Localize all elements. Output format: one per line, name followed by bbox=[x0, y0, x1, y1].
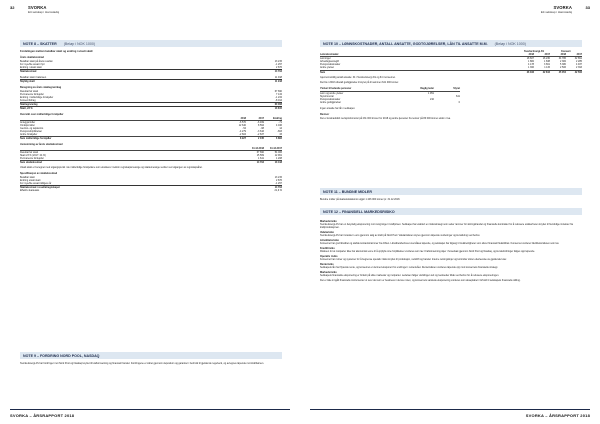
table-cell: -54 bbox=[242, 127, 246, 131]
table-cell: Lønninger bbox=[320, 57, 331, 61]
note11-header bbox=[320, 188, 582, 195]
table-row bbox=[320, 66, 582, 69]
block1-head: Årets skattekostnad bbox=[20, 56, 44, 60]
table-cell: 12 640 bbox=[238, 123, 246, 127]
header-cell: 2018 bbox=[528, 53, 534, 57]
table-cell: Anleggsmidler bbox=[20, 120, 36, 124]
table-cell: 8 594 bbox=[258, 123, 264, 127]
item-value: 21,9 % bbox=[274, 189, 282, 193]
table-cell: Andre godtgjørelser bbox=[320, 100, 341, 104]
risk-heading: Valutarisiko bbox=[320, 230, 335, 234]
brand-logo: SVORKA bbox=[553, 5, 572, 10]
table-cell: -71 bbox=[278, 120, 282, 124]
item-label: Skattekostnad i resultatregnskapet bbox=[20, 186, 60, 190]
risk-paragraph: Risikoen for at motparter ikke har økonomisk evne til å oppfylle sine forpliktelser vurderes som lav. Kraftomsetning skjer i hovedsak gjennom Nord Pool og Nasdaq, og kundefordringer følges opp løpende. bbox=[320, 250, 535, 253]
table-cell: 14 bbox=[279, 127, 282, 131]
table-cell: -6 499 bbox=[257, 120, 264, 124]
table-cell: 6 882 bbox=[276, 137, 282, 141]
note8-header bbox=[20, 40, 282, 47]
table-row bbox=[320, 101, 460, 104]
note10-title: NOTE 10 – LØNNSKOSTNADER, ANTALL ANSATTE, GODTGJØRELSER, LÅN TIL ANSATTE M.M. bbox=[323, 41, 488, 46]
note8-title: NOTE 8 – SKATTER bbox=[23, 41, 57, 46]
table-cell: 3 661 bbox=[544, 63, 550, 67]
table-cell: -4 279 bbox=[239, 130, 246, 134]
table-cell: Skatt 23 % (2017: 24 %) bbox=[20, 154, 46, 157]
item-value: -1 234 bbox=[275, 95, 282, 99]
table-cell: 54 006 bbox=[274, 150, 282, 154]
table-cell: -3 616 bbox=[257, 130, 264, 134]
table-cell bbox=[228, 157, 246, 160]
brand-subtitle: Ett selskap i Hamstadsj bbox=[540, 10, 572, 14]
item-value: 11 918 bbox=[274, 76, 282, 80]
item-label: Resultat før skatt bbox=[20, 89, 39, 93]
note8-body bbox=[20, 50, 282, 192]
item-label: Betalbar skatt bbox=[20, 175, 35, 179]
footer-text: SVORKA – ÅRSRAPPORT 2018 bbox=[10, 413, 75, 418]
item-value: 13 815 bbox=[274, 107, 282, 111]
table-cell: Omløpsmidler bbox=[20, 123, 35, 127]
table-cell: 32 891 bbox=[574, 57, 582, 61]
risk-paragraph: Konsernet har god likviditet og stabile kontantstrømmer fra driften. Likviditetsbehovet overvåkes løpende, og selskapet har tilgang til trekkrettigheter som sikrer finansiell fleksibilitet. Konsernet vurderer likviditetsrisikoen som lav. bbox=[320, 242, 560, 245]
temp-diff-table bbox=[20, 117, 282, 141]
auditor-head: Revisor bbox=[320, 113, 330, 117]
block1-list bbox=[20, 60, 282, 73]
header-cell: 2018 bbox=[560, 53, 566, 57]
item-value: 60 068 bbox=[274, 103, 282, 107]
table-cell: Sum midlertidige forskjeller bbox=[20, 137, 52, 141]
risk-heading: Markedsrisiko bbox=[320, 270, 337, 274]
table-cell: 34 786 bbox=[558, 57, 566, 61]
note8-intro: Fordelingen mellom betalbar skatt og endring i utsatt skatt: bbox=[20, 50, 94, 53]
item-value: 11 918 bbox=[274, 80, 282, 84]
header-cell: Ytelser til ledende personer bbox=[320, 87, 352, 91]
table-cell: 4 046 bbox=[276, 123, 282, 127]
header-cell: Endring bbox=[272, 116, 282, 120]
note8-subtitle: (Beløp i NOK 1000) bbox=[63, 41, 96, 46]
risk-paragraph: Selskapets finansielle eksponering er fordelt på ulike markeder og motparter. Ledelsen følger utviklingen tett og iverksetter tiltak ved behov for å redusere eksponeringen. bbox=[320, 274, 500, 277]
salary-table bbox=[320, 53, 582, 74]
table-cell: 2 045 bbox=[258, 137, 264, 141]
table-cell: Sum skattekostnad bbox=[20, 161, 42, 165]
group-label: Svorka Energi AS bbox=[524, 50, 544, 53]
board-fee-text: Det ble i 2018 utbetalt godtgjørelse til styret på til sammen 641 000 kroner. bbox=[320, 81, 399, 85]
item-value: -1 297 bbox=[275, 181, 282, 185]
header-cell: 2017 bbox=[544, 53, 550, 57]
item-label: Permanente forskjeller bbox=[20, 92, 44, 96]
note12-title: NOTE 12 – FINANSIELL MARKEDSRISIKO bbox=[323, 209, 395, 214]
block3-list bbox=[20, 90, 282, 111]
table-cell: 4 178 bbox=[528, 63, 534, 67]
table-cell: 641 bbox=[456, 94, 460, 98]
table-cell: 18 607 bbox=[526, 57, 534, 61]
table-cell bbox=[228, 161, 246, 164]
table-cell: 1 951 bbox=[428, 91, 434, 95]
item-value: 13 215 bbox=[274, 175, 282, 179]
table-cell: 1 882 bbox=[528, 60, 534, 64]
item-label: Endring i midlertidige forskjeller bbox=[20, 95, 54, 99]
risk-paragraph: Selskapets lån har flytende rente, og konsernet er dermed eksponert for endringer i rentenivået. Renterisikoen vurderes løpende opp mot konsernets finansielle strategi. bbox=[320, 266, 498, 269]
note12-body bbox=[320, 218, 582, 282]
header-cell: 2017 bbox=[576, 53, 582, 57]
group-label: Konsern bbox=[561, 50, 571, 53]
item-label: Endring utsatt skatt bbox=[20, 178, 41, 182]
header-cell: Daglig leder bbox=[420, 87, 434, 91]
block6-list bbox=[20, 176, 282, 192]
note11-text: Bundne midler på skattetrekkskonto utgjør 1 446 000 kroner pr. 31.12.2018. bbox=[320, 198, 401, 201]
table-cell: 1 208 bbox=[276, 157, 282, 161]
table-cell: 2 382 bbox=[560, 60, 566, 64]
brand-subtitle: Ett selskap i Hamstadsj bbox=[28, 10, 60, 14]
item-value: 7 134 bbox=[276, 92, 282, 96]
item-value: 2 876 bbox=[276, 66, 282, 69]
loans-text: Ingen ansatte har lån i selskapet. bbox=[320, 106, 356, 110]
risk-heading: Renterisiko bbox=[320, 262, 334, 266]
table-cell: 67 690 bbox=[256, 150, 264, 154]
item-label: For mye/lite avsatt tidligere år bbox=[20, 181, 52, 185]
header-cell: 2018 bbox=[240, 116, 246, 120]
risk-heading: Kredittrisiko bbox=[320, 246, 335, 250]
header-cell bbox=[228, 147, 246, 150]
risk-heading: Likviditetsrisiko bbox=[320, 238, 340, 242]
note9-header bbox=[20, 352, 282, 359]
footer-text: SVORKA – ÅRSRAPPORT 2018 bbox=[525, 413, 590, 418]
table-cell: -6 570 bbox=[239, 120, 246, 124]
note9-title: NOTE 9 – FORDRING NORD POOL, NASDAQ bbox=[23, 353, 100, 358]
right-page bbox=[300, 0, 600, 424]
note10-header bbox=[320, 40, 582, 47]
table-cell: Styrehonorar bbox=[320, 94, 334, 98]
table-cell: -2 637 bbox=[257, 133, 264, 137]
table-cell: 2 506 bbox=[560, 66, 566, 70]
item-value: 67 690 bbox=[274, 89, 282, 93]
note10-subtitle: (Beløp i NOK 1000) bbox=[494, 41, 526, 46]
employee-count: Gjennomsnittlig antall ansatte: 34 i Svorka Energi AS og 64 i konsernet. bbox=[320, 75, 396, 79]
table-row bbox=[20, 160, 282, 164]
table-cell: 16 230 bbox=[542, 57, 550, 61]
table-cell: 14 794 bbox=[256, 161, 264, 165]
page-number: 33 bbox=[585, 5, 590, 10]
item-value: 13 215 bbox=[274, 59, 282, 63]
risk-heading: Operativ risiko bbox=[320, 254, 338, 258]
block5-head: Avstemming av årets skattekostnad bbox=[20, 143, 63, 147]
table-cell: Lønn og andre ytelser bbox=[320, 91, 344, 95]
block3-head: Beregning av årets skattegrunnlag bbox=[20, 86, 62, 90]
table-cell: Andre forskjeller bbox=[20, 133, 38, 137]
table-cell: 1 641 bbox=[258, 157, 264, 161]
item-value: 14 794 bbox=[274, 186, 282, 190]
header-cell: 2017 bbox=[258, 116, 264, 120]
item-label: For mye/lite avsatt i fjor bbox=[20, 62, 45, 66]
note12-header bbox=[320, 208, 582, 215]
table-cell bbox=[408, 101, 434, 104]
table-cell: Andre ytelser bbox=[320, 66, 335, 70]
header-cell bbox=[20, 117, 228, 120]
risk-paragraph: Konsernet har rutiner og systemer for å begrense operativ risiko knyttet til produksjon, nettdrift og handel. Interne retningslinjer og kontroller sikrer etterlevelse av gjeldende krav. bbox=[320, 258, 507, 261]
table-cell: Permanente forskjeller bbox=[20, 157, 44, 161]
table-cell: 8 927 bbox=[240, 137, 246, 141]
footer-divider bbox=[10, 409, 290, 410]
table-row bbox=[20, 133, 282, 136]
risk-paragraph: Svorka Energi AS har inntekter i euro gjennom salg av kraft på Nord Pool. Valutarisikoen styres gjennom løpende vurderinger og kurssikring ved behov. bbox=[320, 234, 481, 237]
table-cell: Pensjonskostnader bbox=[320, 63, 341, 67]
table-cell: 45 054 bbox=[558, 70, 566, 74]
item-value: -1 297 bbox=[275, 62, 282, 66]
table-cell: Arbeidsgiveravgift bbox=[320, 60, 340, 64]
item-label: Effektiv skattesats bbox=[20, 189, 40, 193]
header-cell: Lønnskostnader bbox=[320, 53, 339, 57]
table-cell: 26 033 bbox=[526, 70, 534, 74]
item-label: Betalbar skatt i balansen bbox=[20, 76, 47, 80]
list-item bbox=[20, 189, 282, 192]
table-row bbox=[20, 157, 282, 160]
table-cell: 4 937 bbox=[576, 63, 582, 67]
table-cell: -663 bbox=[277, 130, 282, 134]
closing-paragraph: Det er ikke inngått finansielle instrumenter ut over det som er beskrevet i denne noten, og konsernets samlede eksponering vurderes som akseptabel i forhold til selskapets finansielle stilling. bbox=[320, 279, 521, 283]
table-cell: Resultat før skatt bbox=[20, 150, 39, 154]
table-cell: 15 569 bbox=[256, 154, 264, 157]
block6-head: Spesifikasjon av skattekostnad bbox=[20, 172, 58, 176]
table-cell: Pensjonskostnader bbox=[320, 97, 341, 101]
table-row bbox=[20, 136, 282, 140]
risk-paragraph: Svorka Energi AS har en betydelig eksponering mot svingninger i kraftprisen. Selskapet har etablert en risikostrategi som setter rammer for sikringshandel og finansielle kontrakter for å redusere usikkerheten knyttet til fremtidige inntekter fra kraftproduksjonen. bbox=[320, 222, 573, 229]
executive-table bbox=[320, 87, 460, 103]
item-label: Betalbar skatt på årets resultat bbox=[20, 59, 53, 63]
table-cell: Gevinst- og tapskonto bbox=[20, 127, 44, 131]
tax-reconciliation-table bbox=[20, 147, 282, 164]
header-cell: 31.12.2018 bbox=[252, 146, 264, 150]
header-cell: Styret bbox=[453, 87, 460, 91]
table-cell: 210 bbox=[430, 97, 434, 101]
table-cell: 2 393 bbox=[576, 66, 582, 70]
risk-heading: Markedsrisiko bbox=[320, 219, 337, 223]
table-cell: 1 366 bbox=[528, 66, 534, 70]
brand-logo: SVORKA bbox=[28, 5, 47, 10]
item-label: Skyldig skatt bbox=[20, 80, 35, 84]
header-cell bbox=[20, 147, 228, 150]
table-cell: 1 838 bbox=[544, 60, 550, 64]
table-cell: -2 604 bbox=[239, 133, 246, 137]
note10-body bbox=[320, 50, 582, 120]
table-cell: 1 115 bbox=[544, 66, 550, 70]
footer-divider bbox=[310, 409, 590, 410]
header-cell: 31.12.2017 bbox=[270, 146, 282, 150]
table-cell: 2 285 bbox=[576, 60, 582, 64]
note8-paragraph: Utsatt skatt er beregnet med utgangspunkt i de midlertidige forskjellene som eksisterer mellom regnskapsmessige og skattemessige verdier ved utgangen av regnskapsåret. bbox=[20, 166, 203, 170]
item-label: Skattekostnad bbox=[20, 70, 37, 74]
table-cell: 12 961 bbox=[274, 154, 282, 157]
note11-title: NOTE 11 – BUNDNE MIDLER bbox=[323, 189, 372, 194]
item-value: 14 794 bbox=[274, 70, 282, 74]
auditor-text: Det er kostnadsført revisjonshonorar på 231 000 kroner for 2018 og andre tjenester fra revisor på 86 000 kroner ekskl. mva. bbox=[320, 116, 451, 120]
item-value: -8 014 bbox=[275, 99, 282, 103]
table-cell: 33 bbox=[279, 133, 282, 137]
item-label: Endring i utsatt skatt bbox=[20, 66, 42, 69]
table-cell: -68 bbox=[260, 127, 264, 131]
table-cell: 0 bbox=[458, 100, 460, 104]
table-row bbox=[320, 70, 582, 74]
table-cell: 42 506 bbox=[574, 70, 582, 74]
item-label: Skattegrunnlag bbox=[20, 103, 38, 107]
item-label: Skatt, 23 % bbox=[20, 107, 33, 111]
table-cell: 13 418 bbox=[274, 161, 282, 165]
table-cell: Pensjonsforpliktelser bbox=[20, 130, 43, 134]
block4-head: Oversikt over midlertidige forskjeller bbox=[20, 113, 64, 117]
item-label: Konsernbidrag bbox=[20, 99, 36, 103]
block2-list bbox=[20, 76, 282, 83]
page-number: 32 bbox=[10, 5, 15, 10]
note9-text: Svorka Energi AS har fordringer mot Nord Pool og Nasdaq knyttet til kraftomsetning og finansiell handel. Fordringene er sikret gjennom depositum og garantier i henhold til gjeldende regelverk, og avregnes løpende mot kraftbørsen. bbox=[20, 362, 264, 365]
table-cell: 22 844 bbox=[542, 70, 550, 74]
item-value: 2 876 bbox=[276, 178, 282, 182]
table-cell: 5 380 bbox=[560, 63, 566, 67]
table-cell: Sum bbox=[320, 70, 326, 74]
